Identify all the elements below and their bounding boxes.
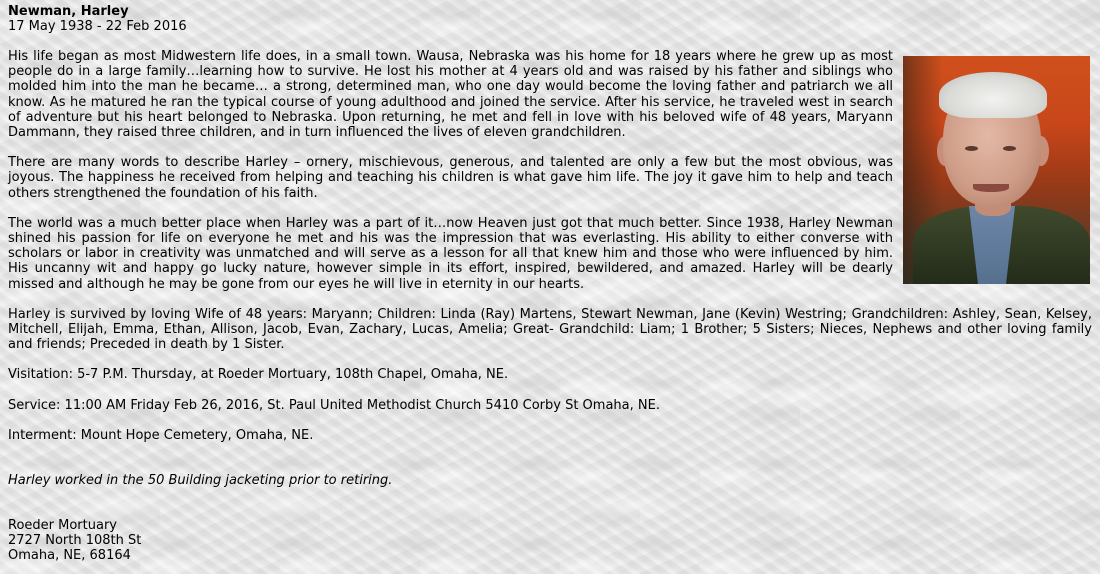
survivors-paragraph: Harley is survived by loving Wife of 48 years: Maryann; Children: Linda (Ray) Martens, Stewart Newman, Jane (Kevin) Westring; Grandchildren: Ashley, Sean, Kelsey, Mitchell, Elijah, Emma, Ethan, Allison, Jacob, Evan, Zachary, Lucas, Amelia; Great- Grandchild: Liam; 1 Brother; 5 Sisters; Nieces, Nephews and other loving family and friends; Preceded in death by 1 Sister. <box>8 306 1092 353</box>
bio-paragraph-3: The world was a much better place when Harley was a part of it…now Heaven just got that much better. Since 1938, Harley Newman shined his passion for life on everyone he met and his was the impression that was everlasting. His ability to either converse with scholars or labor in creativity was unmatched and will serve as a lesson for all that knew him and those who were influenced by him. His uncanny wit and happy go lucky nature, however simple in its effort, inspired, bewildered, and amazed. Harley will be dearly missed and although he may be gone from our eyes he will live in eternity in our hearts. <box>8 215 893 292</box>
interment-info: Interment: Mount Hope Cemetery, Omaha, NE. <box>8 427 314 443</box>
deceased-name: Newman, Harley <box>8 4 129 19</box>
mortuary-city: Omaha, NE, 68164 <box>8 548 131 564</box>
visitation-info: Visitation: 5-7 P.M. Thursday, at Roeder Mortuary, 108th Chapel, Omaha, NE. <box>8 367 509 383</box>
bio-paragraph-2: There are many words to describe Harley – ornery, mischievous, generous, and talented are only a few but the most obvious, was joyous. The happiness he received from helping and teaching his children is what gave him life. The joy it gave him to help and teach others strengthened the foundation of his faith. <box>8 155 893 201</box>
portrait-photo <box>903 56 1090 284</box>
work-note: Harley worked in the 50 Building jacketing prior to retiring. <box>8 473 393 489</box>
obituary-page <box>8 4 1092 563</box>
mortuary-name: Roeder Mortuary <box>8 518 117 534</box>
life-dates: 17 May 1938 - 22 Feb 2016 <box>8 19 187 34</box>
bio-paragraph-1: His life began as most Midwestern life does, in a small town. Wausa, Nebraska was his home for 18 years where he grew up as most people do in a large family…learning how to survive. He lost his mother at 4 years old and was raised by his father and siblings who molded him into the man he became… a strong, determined man, who one day would become the loving father and patriarch we all know. As he matured he ran the typical course of young adulthood and joined the service. After his service, he traveled west in search of adventure but his heart belonged to Nebraska. Upon returning, he met and fell in love with his beloved wife of 48 years, Maryann Dammann, they raised three children, and in turn influenced the lives of eleven grandchildren. <box>8 49 893 141</box>
service-info: Service: 11:00 AM Friday Feb 26, 2016, St. Paul United Methodist Church 5410 Corby St Omaha, NE. <box>8 397 660 413</box>
mortuary-street: 2727 North 108th St <box>8 533 142 549</box>
